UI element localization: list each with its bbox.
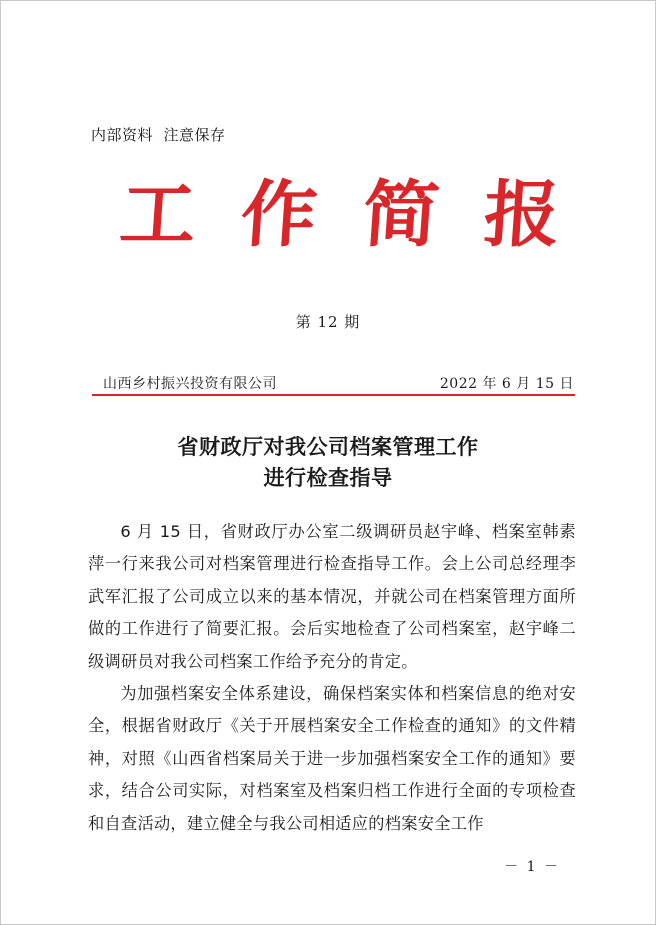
article-title-line-1: 省财政厅对我公司档案管理工作	[177, 435, 479, 459]
masthead-char: 报	[481, 172, 563, 257]
page-number: － 1 －	[504, 859, 560, 875]
issue-number: 第 12 期	[295, 313, 361, 331]
publish-date: 2022 年 6 月 15 日	[439, 376, 574, 392]
masthead-char: 工	[117, 172, 199, 257]
masthead-char: 作	[238, 172, 321, 257]
body-paragraph: 6 月 15 日，省财政厅办公室二级调研员赵宇峰、档案室韩素萍一行来我公司对档案管理进行检查指导工作。会上公司总经理李武军汇报了公司成立以来的基本情况，并就公司在档案管理方面所做的工作进行了简要汇报。会后实地检查了公司档案室，赵宇峰二级调研员对我公司档案工作给予充分的肯定。	[88, 522, 576, 671]
header-divider	[92, 394, 575, 396]
body-paragraph: 为加强档案安全体系建设，确保档案实体和档案信息的绝对安全，根据省财政厅《关于开展档案安全工作检查的通知》的文件精神，对照《山西省档案局关于进一步加强档案安全工作的通知》要求，结合公司实际，对档案室及档案归档工作进行全面的专项检查和自查活动，建立健全与我公司相适应的档案安全工作	[88, 684, 576, 833]
masthead-char: 简	[359, 172, 442, 257]
masthead-title	[117, 165, 563, 265]
organization-name: 山西乡村振兴投资有限公司	[103, 376, 277, 392]
article-body	[88, 516, 576, 840]
classification-label: 内部资料 注意保存	[91, 126, 226, 144]
article-title-line-2: 进行检查指导	[263, 466, 393, 490]
